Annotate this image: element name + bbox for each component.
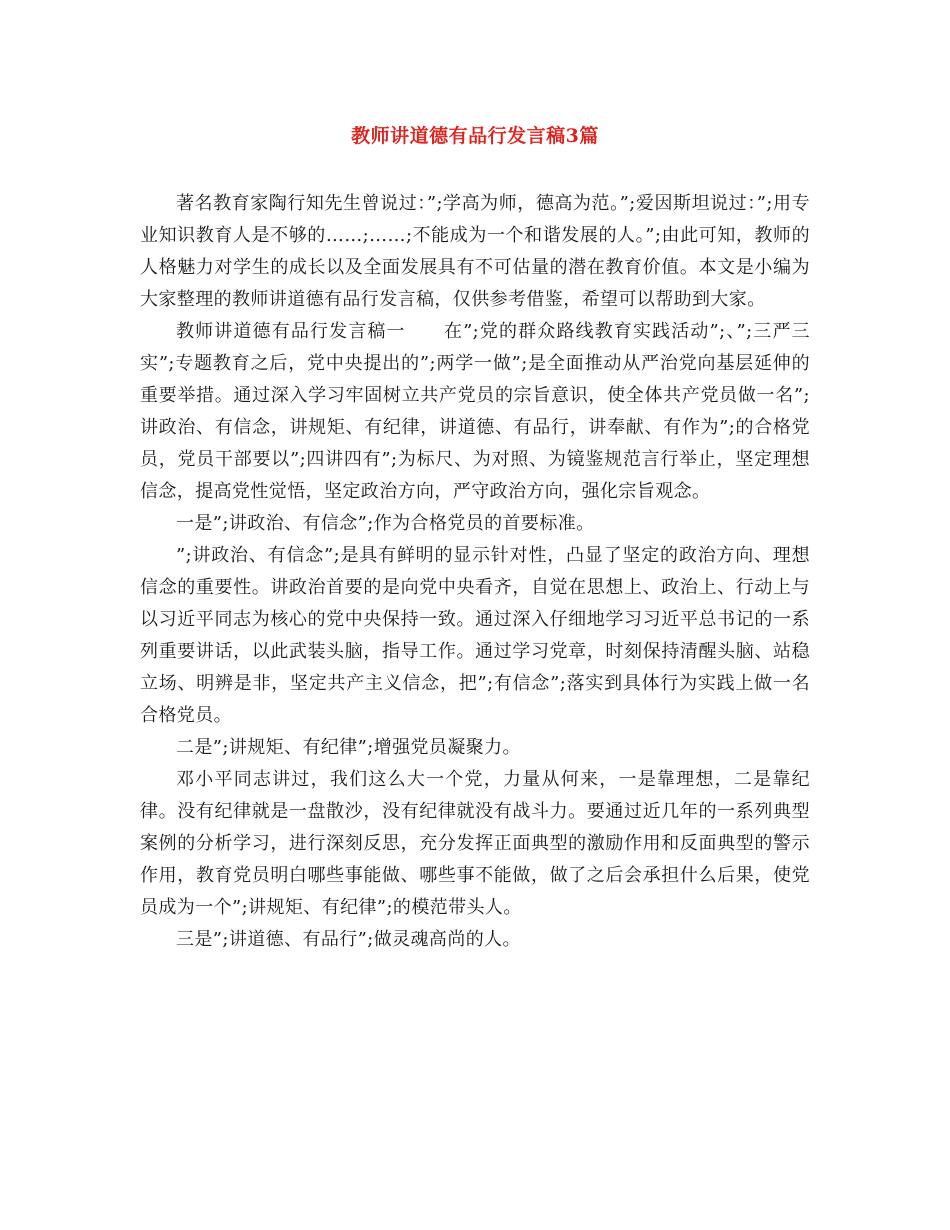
- paragraph-point-one-heading: 一是”;讲政治、有信念”;作为合格党员的首要标准。: [176, 513, 595, 534]
- paragraph-point-one-body: ”;讲政治、有信念”;是具有鲜明的显示针对性，凸显了坚定的政治方向、理想信念的重要性。讲政治首要的是向党中央看齐，自觉在思想上、政治上、行动上与以习近平同志为核心的党中央保持一致。通过深入仔细地学习习近平总书记的一系列重要讲话，以此武装头脑，指导工作。通过学习党章，时刻保持清醒头脑、站稳立场、明辨是非，坚定共产主义信念，把”;有信念”;落实到具体行为实践上做一名合格党员。: [140, 545, 810, 726]
- paragraph-point-two-body: 邓小平同志讲过，我们这么大一个党，力量从何来，一是靠理想，二是靠纪律。没有纪律就是一盘散沙，没有纪律就没有战斗力。要通过近几年的一系列典型案例的分析学习，进行深刻反思，充分发挥正面典型的激励作用和反面典型的警示作用，教育党员明白哪些事能做、哪些事不能做，做了之后会承担什么后果，使党员成为一个”;讲规矩、有纪律”;的模范带头人。: [140, 769, 810, 918]
- paragraph-intro: 著名教育家陶行知先生曾说过：”;学高为师，德高为范。”;爱因斯坦说过：”;用专业知识教育人是不够的……;……;不能成为一个和谐发展的人。”;由此可知，教师的人格魅力对学生的成长以及全面发展具有不可估量的潜在教育价值。本文是小编为大家整理的教师讲道德有品行发言稿，仅供参考借鉴，希望可以帮助到大家。: [140, 193, 810, 310]
- paragraph-point-three-heading: 三是”;讲道德、有品行”;做灵魂高尚的人。: [176, 929, 521, 950]
- document-body: [140, 188, 810, 956]
- document-title: 教师讲道德有品行发言稿3篇: [351, 125, 599, 147]
- paragraph-point-two-heading: 二是”;讲规矩、有纪律”;增强党员凝聚力。: [176, 737, 521, 758]
- paragraph-speech-one: 教师讲道德有品行发言稿一 在”;党的群众路线教育实践活动”;、”;三严三实”;专题教育之后，党中央提出的”;两学一做”;是全面推动从严治党向基层延伸的重要举措。通过深入学习牢固树立共产党员的宗旨意识，使全体共产党员做一名”;讲政治、有信念，讲规矩、有纪律，讲道德、有品行，讲奉献、有作为”;的合格党员，党员干部要以”;四讲四有”;为标尺、为对照、为镜鉴规范言行举止，坚定理想信念，提高党性觉悟，坚定政治方向，严守政治方向，强化宗旨观念。: [140, 321, 810, 502]
